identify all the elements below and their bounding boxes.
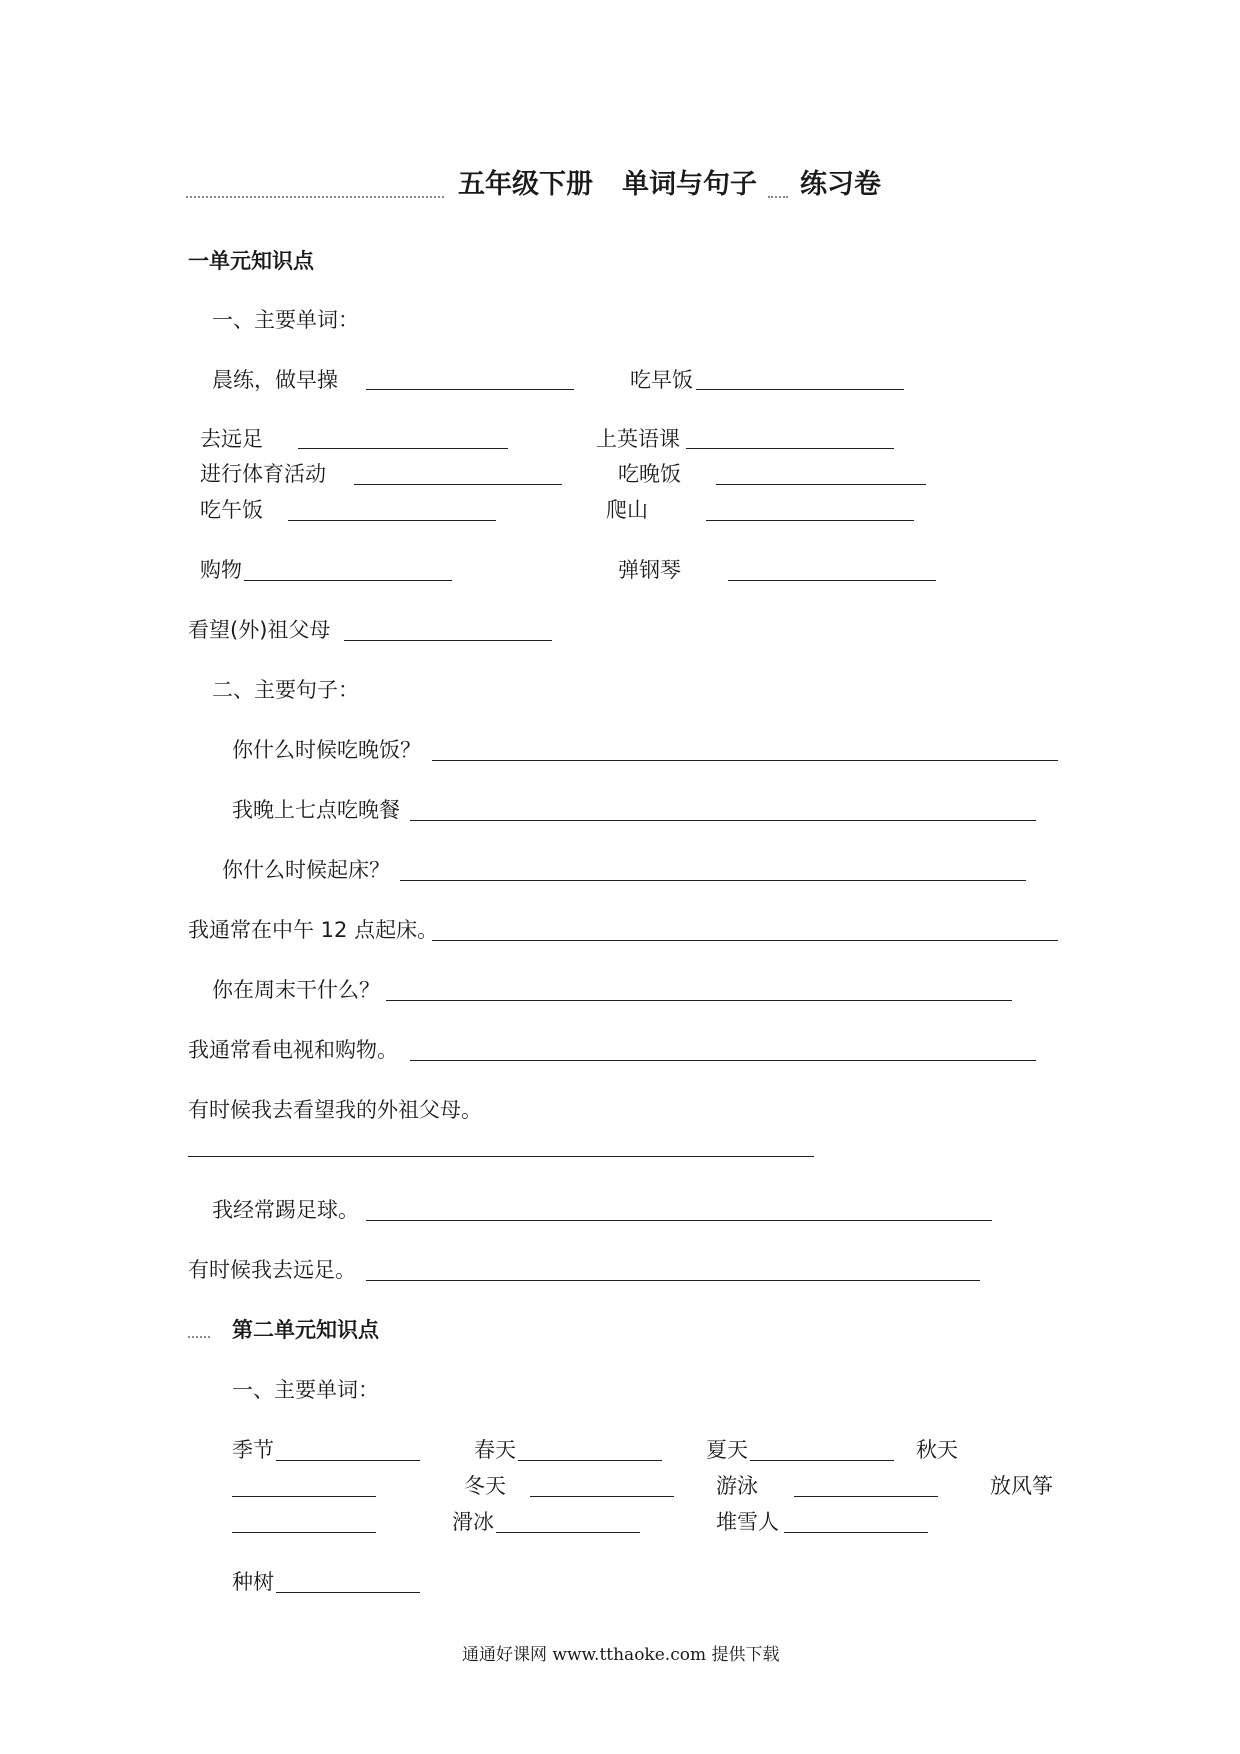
answer-line — [232, 1532, 376, 1533]
word-label: 爬山 — [606, 498, 648, 522]
word-label: 春天 — [474, 1438, 516, 1462]
answer-line — [496, 1532, 640, 1533]
answer-line — [706, 520, 914, 521]
answer-line — [386, 1000, 1012, 1001]
answer-line — [432, 760, 1058, 761]
word-label: 放风筝 — [990, 1474, 1053, 1498]
answer-line — [354, 484, 562, 485]
answer-line — [784, 1532, 928, 1533]
word-label: 季节 — [232, 1438, 274, 1462]
answer-line — [298, 448, 508, 449]
sentence-label: 你在周末干什么？ — [212, 978, 380, 1002]
word-label: 种树 — [232, 1570, 274, 1594]
sentence-label: 你什么时候起床？ — [222, 858, 390, 882]
word-label: 看望(外)祖父母 — [188, 618, 331, 642]
word-label: 堆雪人 — [716, 1510, 779, 1534]
answer-line — [244, 580, 452, 581]
unit1-words-heading: 一、主要单词： — [212, 308, 359, 332]
sentence-label: 你什么时候吃晚饭？ — [232, 738, 421, 762]
word-label: 去远足 — [200, 427, 263, 451]
unit2-dotted-leader — [188, 1336, 210, 1338]
answer-line — [518, 1460, 662, 1461]
unit2-words-heading: 一、主要单词： — [232, 1378, 379, 1402]
word-label: 进行体育活动 — [200, 462, 326, 486]
word-label: 冬天 — [464, 1474, 506, 1498]
answer-line — [686, 448, 894, 449]
answer-line — [410, 820, 1036, 821]
word-label: 游泳 — [716, 1474, 758, 1498]
word-label: 夏天 — [706, 1438, 748, 1462]
answer-line — [366, 1220, 992, 1221]
answer-line — [410, 1060, 1036, 1061]
sentence-label: 我晚上七点吃晚餐 — [232, 798, 400, 822]
sentence-label: 有时候我去看望我的外祖父母。 — [188, 1098, 482, 1122]
answer-line — [366, 1280, 980, 1281]
answer-line — [276, 1592, 420, 1593]
word-label: 上英语课 — [596, 427, 680, 451]
answer-line — [696, 389, 904, 390]
answer-line — [288, 520, 496, 521]
word-label: 吃早饭 — [630, 368, 693, 392]
page-footer: 通通好课网 www.tthaoke.com 提供下载 — [462, 1645, 780, 1665]
word-label: 吃午饭 — [200, 498, 263, 522]
word-label: 滑冰 — [452, 1510, 494, 1534]
word-label: 晨练，做早操 — [212, 368, 338, 392]
page-title-part1: 五年级下册 — [458, 169, 593, 200]
page-title-part2: 单词与句子 — [622, 169, 757, 200]
unit1-heading: 一单元知识点 — [188, 249, 314, 273]
sentence-label: 我经常踢足球。 — [212, 1198, 359, 1222]
answer-line — [750, 1460, 894, 1461]
sentence-label: 有时候我去远足。 — [188, 1258, 356, 1282]
answer-line — [794, 1496, 938, 1497]
answer-line — [232, 1496, 376, 1497]
answer-line — [728, 580, 936, 581]
sentence-label: 我通常看电视和购物。 — [188, 1038, 398, 1062]
answer-line — [530, 1496, 674, 1497]
answer-line — [716, 484, 926, 485]
word-label: 弹钢琴 — [618, 558, 681, 582]
answer-line — [400, 880, 1026, 881]
answer-line — [432, 940, 1058, 941]
word-label: 购物 — [200, 558, 242, 582]
sentence-label: 我通常在中午 12 点起床。 — [188, 918, 439, 942]
title-dotted-leader — [186, 196, 444, 198]
answer-line — [366, 389, 574, 390]
word-label: 吃晚饭 — [618, 462, 681, 486]
answer-line — [188, 1156, 814, 1157]
unit2-heading: 第二单元知识点 — [232, 1318, 379, 1342]
unit1-sentences-heading: 二、主要句子： — [212, 678, 359, 702]
answer-line — [276, 1460, 420, 1461]
word-label: 秋天 — [916, 1438, 958, 1462]
answer-line — [344, 640, 552, 641]
page-title-part3: 练习卷 — [800, 169, 881, 200]
title-dotted-gap — [768, 196, 788, 198]
